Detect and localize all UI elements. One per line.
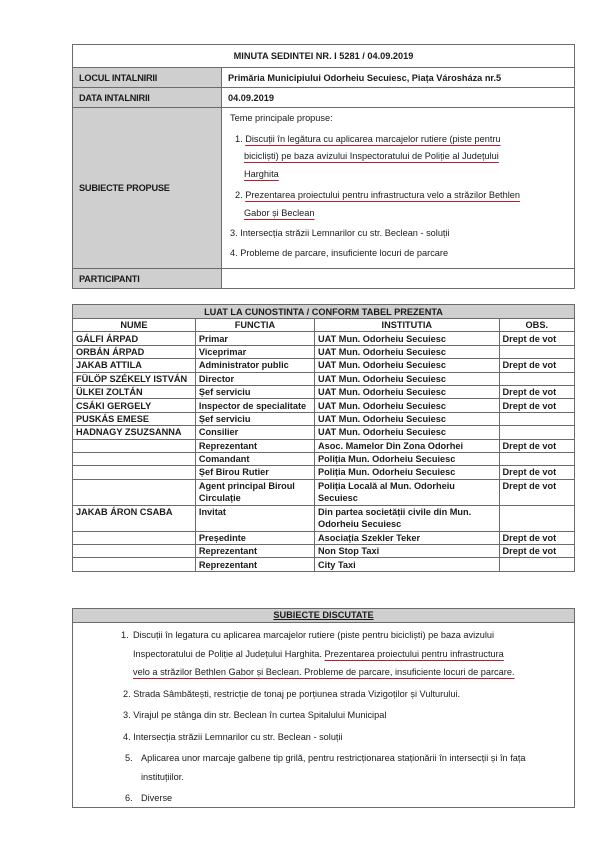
attendee-obs bbox=[499, 345, 574, 358]
attendee-obs bbox=[499, 558, 574, 571]
attendee-function: Șef serviciu bbox=[195, 412, 314, 425]
column-header-function: FUNCTIA bbox=[195, 319, 314, 332]
discussed-item-5 bbox=[73, 749, 574, 786]
topic-1-number: 1. bbox=[235, 133, 243, 144]
attendance-row bbox=[73, 385, 575, 398]
attendee-function: Comandant bbox=[195, 452, 314, 465]
attendee-obs: Drept de vot bbox=[499, 531, 574, 544]
attendee-institution: Poliția Mun. Odorheiu Secuiesc bbox=[315, 452, 500, 465]
discussed-item-1-number: 1. bbox=[121, 630, 129, 640]
topic-2-line-2: Gabor și Beclean bbox=[244, 207, 315, 218]
attendee-function: Șef Birou Rutier bbox=[195, 466, 314, 479]
attendee-name bbox=[73, 466, 196, 479]
attendee-obs bbox=[499, 426, 574, 439]
attendance-row bbox=[73, 545, 575, 558]
attendance-row bbox=[73, 558, 575, 571]
attendee-name: ORBÁN ÁRPAD bbox=[73, 345, 196, 358]
attendee-function: Inspector de specialitate bbox=[195, 399, 314, 412]
topic-2-number: 2. bbox=[235, 190, 243, 200]
attendee-function: Consilier bbox=[195, 426, 314, 439]
discussed-list bbox=[73, 626, 574, 808]
attendee-function: Președinte bbox=[195, 531, 314, 544]
attendee-institution: UAT Mun. Odorheiu Secuiesc bbox=[315, 426, 500, 439]
topics-label: SUBIECTE PROPUSE bbox=[73, 108, 222, 269]
attendee-obs: Drept de vot bbox=[499, 359, 574, 372]
column-header-name: NUME bbox=[73, 319, 196, 332]
attendee-obs: Drept de vot bbox=[499, 332, 574, 345]
discussed-item-3-text: 3. Virajul pe stânga din str. Beclean în curtea Spitalului Municipal bbox=[123, 710, 387, 720]
attendee-name bbox=[73, 558, 196, 571]
column-header-institution: INSTITUTIA bbox=[315, 319, 500, 332]
discussed-item-2-text: 2. Strada Sâmbătești, restricție de tonaj pe porțiunea strada Vizigoților și Vulturului. bbox=[123, 688, 461, 699]
attendee-name: ÜLKEI ZOLTÁN bbox=[73, 385, 196, 398]
attendance-row bbox=[73, 531, 575, 544]
discussed-item-5-number: 5. bbox=[125, 753, 133, 763]
attendee-function: Reprezentant bbox=[195, 545, 314, 558]
attendee-institution: Din partea societății civile din Mun. Odorheiu Secuiesc bbox=[315, 505, 500, 531]
attendee-institution: UAT Mun. Odorheiu Secuiesc bbox=[315, 345, 500, 358]
topic-1-line-2: bicicliști) pe baza avizului Inspectoratului de Poliție al Județului bbox=[244, 151, 499, 161]
participants-value bbox=[222, 269, 575, 289]
attendee-institution: UAT Mun. Odorheiu Secuiesc bbox=[315, 399, 500, 412]
discussed-item-5-line-2: instituțiilor. bbox=[141, 771, 184, 782]
attendee-institution: UAT Mun. Odorheiu Secuiesc bbox=[315, 372, 500, 385]
attendee-institution: Asociația Szekler Teker bbox=[315, 531, 500, 544]
topic-2 bbox=[230, 187, 568, 222]
attendee-function: Reprezentant bbox=[195, 439, 314, 452]
attendee-name: PUSKÁS EMESE bbox=[73, 412, 196, 425]
discussed-item-1-line-3: velo a străzilor Bethlen Gabor și Beclean. Probleme de parcare, insuficiente locuri de parcare. bbox=[133, 667, 515, 677]
topic-1-line-1: Discuții în legătura cu aplicarea marcajelor rutiere (piste pentru bbox=[245, 133, 501, 144]
discussed-title bbox=[73, 609, 574, 623]
attendee-name bbox=[73, 452, 196, 465]
attendee-function: Primar bbox=[195, 332, 314, 345]
topic-3: 3. Intersecția străzii Lemnarilor cu str. Beclean - soluții bbox=[230, 228, 450, 238]
discussed-item-6 bbox=[73, 789, 574, 808]
attendee-obs: Drept de vot bbox=[499, 479, 574, 505]
attendee-name bbox=[73, 439, 196, 452]
location-label: LOCUL INTALNIRII bbox=[73, 68, 222, 88]
discussed-item-4-text: 4. Intersecția străzii Lemnarilor cu str. Beclean - soluții bbox=[123, 731, 343, 742]
topic-1 bbox=[230, 131, 568, 184]
attendance-row bbox=[73, 399, 575, 412]
attendee-name bbox=[73, 479, 196, 505]
attendee-obs: Drept de vot bbox=[499, 385, 574, 398]
participants-label: PARTICIPANTI bbox=[73, 269, 222, 289]
attendance-header-row bbox=[73, 319, 575, 332]
attendance-row bbox=[73, 359, 575, 372]
attendance-row bbox=[73, 479, 575, 505]
attendee-institution: UAT Mun. Odorheiu Secuiesc bbox=[315, 359, 500, 372]
attendee-obs: Drept de vot bbox=[499, 439, 574, 452]
attendee-name: HADNAGY ZSUZSANNA bbox=[73, 426, 196, 439]
column-header-obs: OBS. bbox=[499, 319, 574, 332]
discussed-item-1-line-1: Discuții în legatura cu aplicarea marcajelor rutiere (piste pentru bicicliști) pe baza avizului bbox=[133, 630, 495, 640]
attendee-institution: UAT Mun. Odorheiu Secuiesc bbox=[315, 332, 500, 345]
attendee-institution: City Taxi bbox=[315, 558, 500, 571]
location-value: Primăria Municipiului Odorheiu Secuiesc, Piața Városháza nr.5 bbox=[222, 68, 575, 88]
discussed-item-2 bbox=[73, 685, 574, 704]
attendance-row bbox=[73, 332, 575, 345]
attendee-obs bbox=[499, 412, 574, 425]
attendee-name: GÁLFI ÁRPAD bbox=[73, 332, 196, 345]
attendee-obs bbox=[499, 372, 574, 385]
attendance-row bbox=[73, 345, 575, 358]
attendee-obs: Drept de vot bbox=[499, 466, 574, 479]
attendance-row bbox=[73, 505, 575, 531]
attendee-function: Invitat bbox=[195, 505, 314, 531]
attendance-title: LUAT LA CUNOSTINTA / CONFORM TABEL PREZENTA bbox=[73, 305, 575, 319]
attendee-obs bbox=[499, 505, 574, 531]
attendee-institution: Asoc. Mamelor Din Zona Odorhei bbox=[315, 439, 500, 452]
discussed-item-4 bbox=[73, 728, 574, 747]
attendee-obs: Drept de vot bbox=[499, 399, 574, 412]
attendee-function: Administrator public bbox=[195, 359, 314, 372]
discussed-item-1-line-2b: Prezentarea proiectului pentru infrastructura bbox=[324, 648, 504, 659]
date-label: DATA INTALNIRII bbox=[73, 88, 222, 108]
discussed-topics-section bbox=[72, 608, 575, 808]
attendee-name bbox=[73, 545, 196, 558]
attendee-function: Viceprimar bbox=[195, 345, 314, 358]
date-value: 04.09.2019 bbox=[222, 88, 575, 108]
discussed-item-5-line-1: Aplicarea unor marcaje galbene tip grilă, pentru restricționarea staționării în intersecții și în fața bbox=[141, 753, 526, 763]
attendance-table bbox=[72, 304, 575, 572]
meeting-info-table bbox=[72, 44, 575, 289]
minutes-title: MINUTA SEDINTEI NR. I 5281 / 04.09.2019 bbox=[73, 45, 575, 68]
attendee-name bbox=[73, 531, 196, 544]
discussed-item-1 bbox=[73, 626, 574, 682]
topic-2-line-1: Prezentarea proiectului pentru infrastructura velo a străzilor Bethlen bbox=[245, 190, 520, 200]
attendee-name: FÜLÖP SZÉKELY ISTVÁN bbox=[73, 372, 196, 385]
topic-4: 4. Probleme de parcare, insuficiente locuri de parcare bbox=[230, 247, 449, 258]
attendee-institution: Poliția Mun. Odorheiu Secuiesc bbox=[315, 466, 500, 479]
attendance-row bbox=[73, 452, 575, 465]
discussed-item-6-number: 6. bbox=[125, 793, 133, 803]
discussed-item-1-line-2a: Inspectoratului de Poliție al Județului Harghita. bbox=[133, 648, 325, 659]
attendee-name: CSÁKI GERGELY bbox=[73, 399, 196, 412]
discussed-item-3 bbox=[73, 706, 574, 725]
proposed-topics bbox=[222, 108, 575, 269]
attendee-institution: UAT Mun. Odorheiu Secuiesc bbox=[315, 412, 500, 425]
attendee-obs: Drept de vot bbox=[499, 545, 574, 558]
attendee-function: Agent principal Biroul Circulație bbox=[195, 479, 314, 505]
topic-1-line-3: Harghita bbox=[244, 168, 279, 179]
attendance-row bbox=[73, 439, 575, 452]
attendee-function: Șef serviciu bbox=[195, 385, 314, 398]
attendee-institution: Poliția Locală al Mun. Odorheiu Secuiesc bbox=[315, 479, 500, 505]
attendee-institution: UAT Mun. Odorheiu Secuiesc bbox=[315, 385, 500, 398]
attendance-row bbox=[73, 466, 575, 479]
attendee-obs bbox=[499, 452, 574, 465]
attendance-row bbox=[73, 426, 575, 439]
discussed-item-6-text: Diverse bbox=[141, 793, 173, 803]
attendee-function: Director bbox=[195, 372, 314, 385]
discussed-title-text: SUBIECTE DISCUTATE bbox=[273, 610, 374, 620]
attendee-name: JAKAB ÁRON CSABA bbox=[73, 505, 196, 531]
attendee-name: JAKAB ATTILA bbox=[73, 359, 196, 372]
attendee-function: Reprezentant bbox=[195, 558, 314, 571]
attendee-institution: Non Stop Taxi bbox=[315, 545, 500, 558]
topics-intro: Teme principale propuse: bbox=[230, 113, 333, 123]
attendance-row bbox=[73, 412, 575, 425]
attendance-row bbox=[73, 372, 575, 385]
